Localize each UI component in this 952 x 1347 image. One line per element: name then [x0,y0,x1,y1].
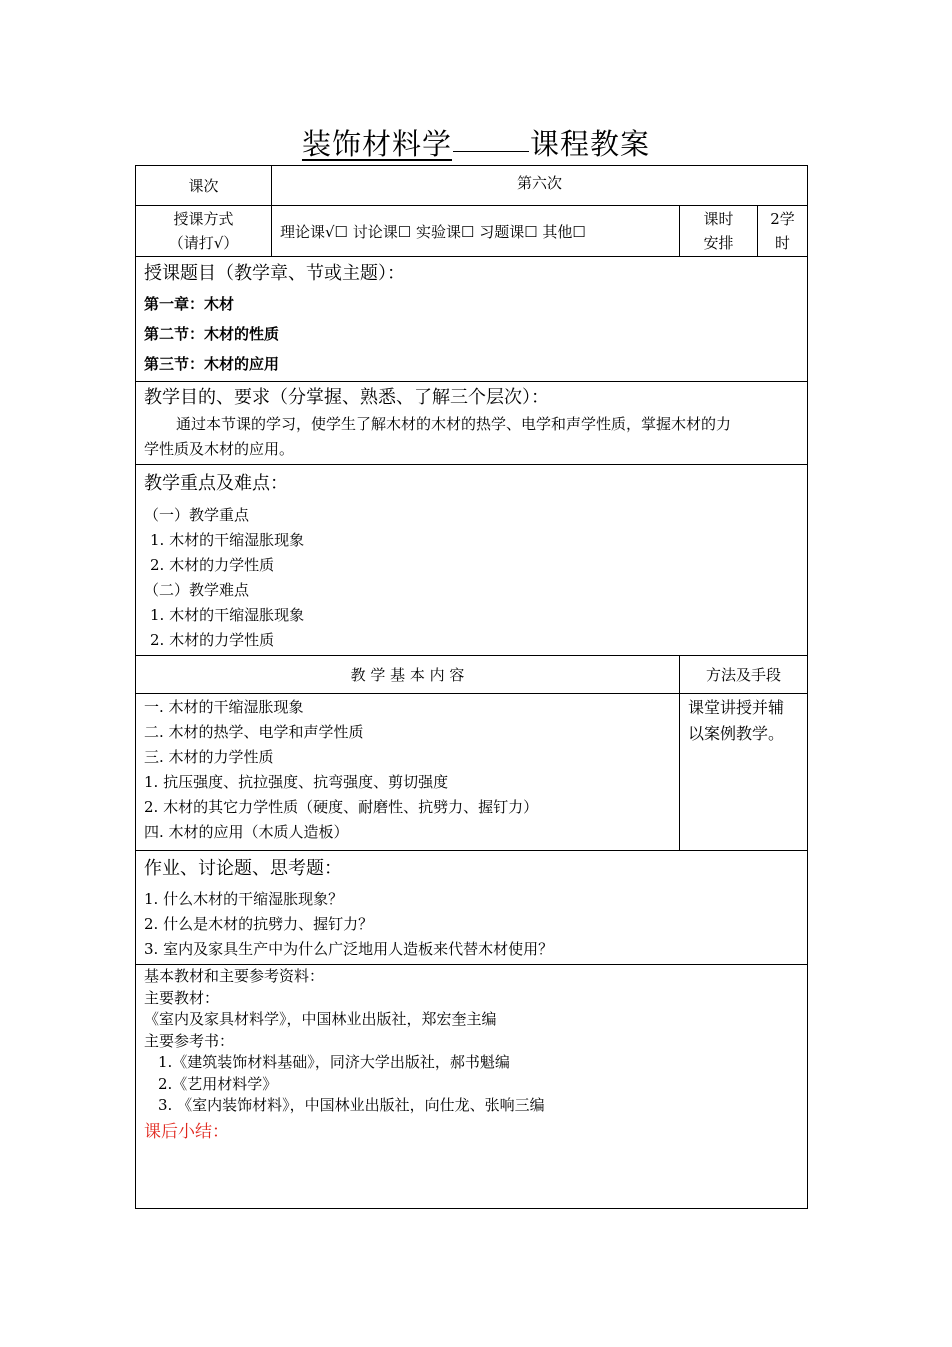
content-item: 二. 木材的热学、电学和声学性质 [144,723,364,741]
lesson-plan-table [135,165,808,1209]
teaching-method-options: 理论课√☐ 讨论课☐ 实验课☐ 习题课☐ 其他☐ [272,206,680,257]
method-text-line2: 以案例教学。 [688,724,785,743]
topic-heading: 授课题目（教学章、节或主题）： [144,263,405,284]
content-item: 三. 木材的力学性质 [144,748,274,766]
objectives-heading: 教学目的、要求（分掌握、熟悉、了解三个层次）： [144,387,549,408]
content-item: 四. 木材的应用（木质人造板） [144,823,349,841]
content-item: 2. 木材的其它力学性质（硬度、耐磨性、抗劈力、握钉力） [144,798,539,816]
key-point-item: （一）教学重点 [144,506,250,524]
homework-item: 2. 什么是木材的抗劈力、握钉力？ [144,915,374,933]
content-item: 1. 抗压强度、抗拉强度、抗弯强度、剪切强度 [144,773,449,791]
session-label: 课次 [136,166,272,206]
references-cell [136,965,808,1209]
title-blank-line [453,150,529,152]
topic-cell [136,257,808,382]
topic-item: 第一章：木材 [144,295,235,313]
reference-book: 3. 《室内装饰材料》，中国林业出版社，向仕龙、张响三编 [158,1096,545,1114]
key-point-item: 2. 木材的力学性质 [150,556,275,574]
objectives-row [136,382,808,465]
reference-book: 2.《艺用材料学》 [158,1074,278,1093]
content-header-row [136,656,808,694]
course-name: 装饰材料学 [301,127,452,161]
references-row [136,965,808,1209]
key-point-item: （二）教学难点 [144,581,250,599]
objectives-text-line2: 学性质及木材的应用。 [144,440,295,458]
hours-label: 课时 安排 [680,206,758,257]
topic-row [136,257,808,382]
main-textbook-label: 主要教材： [144,988,220,1007]
content-heading: 教 学 基 本 内 容 [136,656,680,694]
key-points-heading: 教学重点及难点： [144,473,288,494]
homework-item: 1. 什么木材的干缩湿胀现象？ [144,890,344,908]
teaching-method-label: 授课方式 （请打√） [136,206,272,257]
teaching-method-row [136,206,808,257]
content-cell [136,694,680,851]
main-textbook: 《室内及家具材料学》，中国林业出版社，郑宏奎主编 [144,1010,497,1028]
method-text-line1: 课堂讲授并辅 [688,698,785,717]
method-heading: 方法及手段 [680,656,808,694]
key-point-item: 2. 木材的力学性质 [150,631,275,649]
page-title [0,122,952,163]
content-item: 一. 木材的干缩湿胀现象 [144,698,304,716]
reference-books-label: 主要参考书： [144,1031,235,1050]
hours-value: 2学 时 [758,206,808,257]
key-points-row [136,465,808,656]
topic-item: 第二节：木材的性质 [144,325,280,343]
homework-item: 3. 室内及家具生产中为什么广泛地用人造板来代替木材使用？ [144,940,554,958]
homework-row [136,851,808,965]
references-heading: 基本教材和主要参考资料： [144,967,325,985]
title-suffix: 课程教案 [530,127,651,161]
objectives-cell [136,382,808,465]
homework-cell [136,851,808,965]
key-point-item: 1. 木材的干缩湿胀现象 [150,606,305,624]
objectives-text-line1: 通过本节课的学习，使学生了解木材的木材的热学、电学和声学性质，掌握木材的力 [176,415,732,433]
session-value: 第六次 [272,166,808,206]
content-row [136,694,808,851]
homework-heading: 作业、讨论题、思考题： [144,858,342,879]
reference-book: 1.《建筑装饰材料基础》，同济大学出版社，郝书魁编 [158,1053,510,1071]
session-row [136,166,808,206]
topic-item: 第三节：木材的应用 [144,355,280,373]
key-points-cell [136,465,808,656]
after-class-summary-label: 课后小结： [144,1121,229,1142]
method-cell [680,694,808,851]
key-point-item: 1. 木材的干缩湿胀现象 [150,531,305,549]
